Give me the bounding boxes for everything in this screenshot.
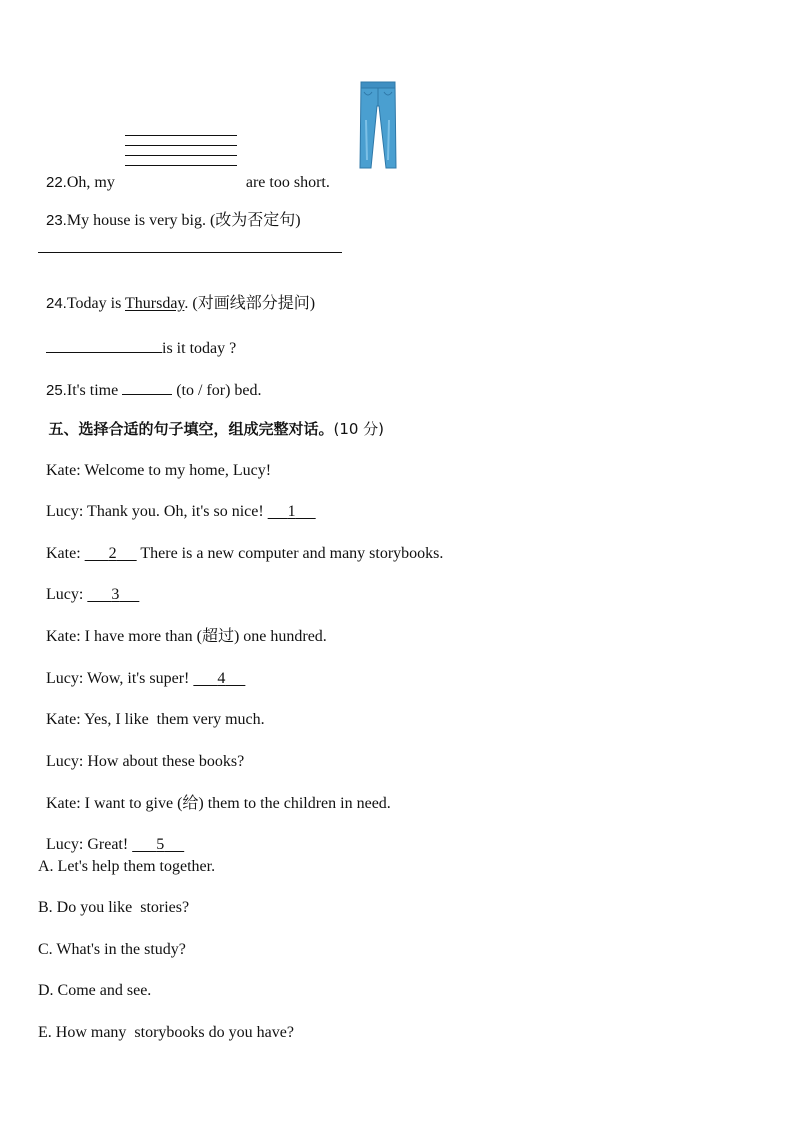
- option-a: A. Let's help them together.: [38, 858, 216, 875]
- speaker: Lucy:: [46, 836, 84, 853]
- question-number: 23.: [46, 212, 67, 229]
- q25-text-before: It's time: [66, 382, 123, 399]
- speaker: Kate:: [46, 711, 81, 728]
- speaker: Lucy:: [46, 503, 84, 520]
- dialogue-text: Wow, it's super!: [83, 670, 194, 687]
- dialogue-text-after: There is a new computer and many storybooks.: [136, 545, 444, 562]
- speaker: Lucy:: [46, 670, 84, 687]
- dialogue-line: [38, 565, 139, 605]
- dialogue-blank[interactable]: 3: [111, 586, 120, 603]
- dialogue-text: How about these books?: [83, 753, 245, 770]
- speaker: Kate:: [46, 462, 81, 479]
- question-22: [38, 153, 330, 193]
- q24-underlined-word: Thursday: [125, 295, 185, 312]
- q24-answer-blank[interactable]: [46, 336, 162, 353]
- dialogue-text: Thank you. Oh, it's so nice!: [83, 503, 268, 520]
- dialogue-line: [38, 482, 316, 522]
- question-number: 25.: [46, 382, 67, 399]
- dialogue-line: [38, 441, 271, 481]
- dialogue-text: Great!: [83, 836, 133, 853]
- q24-answer: [38, 316, 236, 359]
- speaker: Kate:: [46, 545, 81, 562]
- q22-text-after: are too short.: [245, 174, 330, 191]
- speaker: Kate:: [46, 628, 81, 645]
- q25-blank[interactable]: [122, 378, 172, 395]
- speaker: Kate:: [46, 795, 81, 812]
- dialogue-text: I want to give (给) them to the children in need.: [80, 795, 391, 812]
- dialogue-line: [38, 607, 327, 647]
- dialogue-line: [38, 815, 184, 855]
- dialogue-line: [38, 690, 265, 730]
- dialogue-text: I have more than (超过) one hundred.: [80, 628, 327, 645]
- jeans-icon: [358, 80, 398, 170]
- option-e: E. How many storybooks do you have?: [38, 1024, 294, 1041]
- question-25: [38, 358, 262, 401]
- question-24: [38, 274, 315, 314]
- question-number: 22.: [46, 174, 67, 191]
- section-5-score: (10 分): [333, 420, 385, 438]
- dialogue-line: [38, 524, 443, 564]
- speaker: Lucy:: [46, 586, 84, 603]
- q24-answer-text: is it today ?: [162, 340, 237, 357]
- dialogue-line: [38, 649, 245, 689]
- dialogue-text: Yes, I like them very much.: [80, 711, 265, 728]
- dialogue-text: Welcome to my home, Lucy!: [80, 462, 272, 479]
- dialogue-blank[interactable]: 5: [156, 836, 165, 853]
- dialogue-blank[interactable]: 2: [108, 545, 117, 562]
- q25-text-after: (to / for) bed.: [172, 382, 262, 399]
- dialogue-line: [38, 732, 244, 772]
- q24-text-before: Today is: [66, 295, 125, 312]
- q23-answer-line[interactable]: [38, 252, 342, 253]
- option-b: B. Do you like stories?: [38, 899, 190, 916]
- option-c: C. What's in the study?: [38, 941, 186, 958]
- option-d: D. Come and see.: [38, 982, 152, 999]
- q22-text-before: Oh, my: [66, 174, 115, 191]
- q24-text-after: . (对画线部分提问): [184, 295, 316, 312]
- section-5-title: 五、选择合适的句子填空，组成完整对话。: [48, 420, 334, 438]
- question-number: 24.: [46, 295, 67, 312]
- question-23: [38, 191, 301, 231]
- speaker: Lucy:: [46, 753, 84, 770]
- dialogue-blank[interactable]: 4: [217, 670, 226, 687]
- q23-text: My house is very big. (改为否定句): [66, 212, 301, 229]
- section-5-heading: [38, 399, 384, 439]
- dialogue-line: [38, 774, 391, 814]
- dialogue-blank[interactable]: 1: [287, 503, 296, 520]
